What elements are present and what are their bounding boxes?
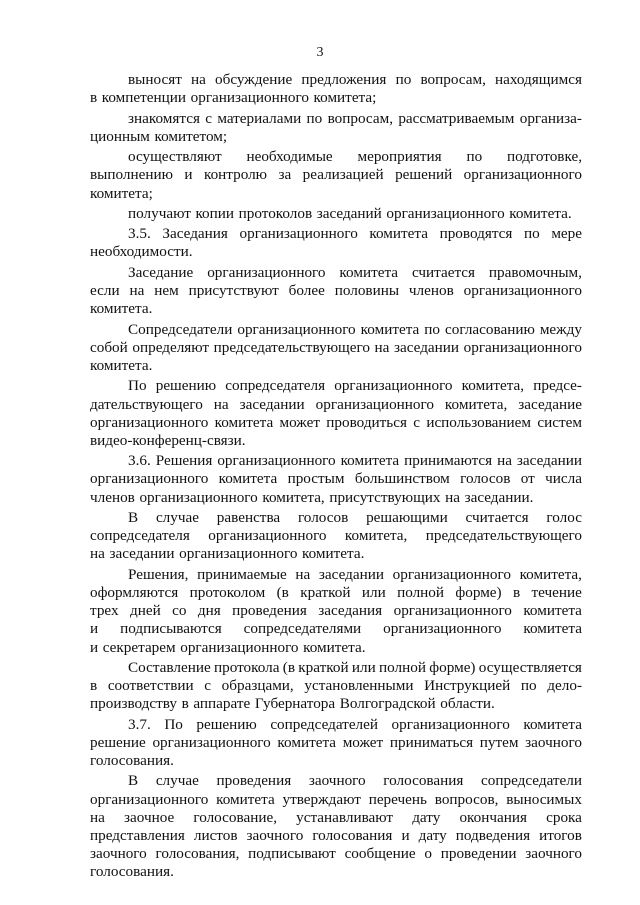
word: образцами,: [221, 677, 294, 695]
word: знакомятся: [128, 109, 200, 127]
text-line: [90, 339, 582, 357]
text-line: [90, 845, 582, 863]
word: заочного: [525, 845, 582, 863]
word: на: [374, 338, 390, 356]
word: может: [279, 413, 320, 431]
word: с: [205, 109, 212, 127]
word: случае: [155, 509, 199, 526]
word: организа-: [519, 109, 582, 127]
word: организационного: [139, 488, 258, 506]
word: подписывают: [248, 845, 336, 863]
word: на: [213, 395, 229, 413]
word: комитета: [339, 263, 399, 281]
word: нем: [154, 282, 179, 299]
word: принимаются: [404, 452, 493, 470]
word: дату: [418, 826, 447, 844]
text-line: [90, 863, 582, 881]
word: аппарате: [193, 695, 251, 713]
word: 3.7.: [128, 715, 151, 733]
word: протокола: [214, 658, 280, 676]
paragraph: [90, 716, 582, 771]
paragraph: [90, 321, 582, 376]
word: заседании: [239, 395, 305, 413]
text-line: [90, 414, 582, 432]
paragraph: [90, 205, 582, 223]
word: форме): [429, 658, 476, 676]
word: голосования: [383, 772, 464, 790]
paragraph: [90, 772, 582, 881]
word: осуществляется: [478, 658, 582, 676]
paragraph: [90, 377, 582, 450]
word: осуществляют: [128, 148, 222, 166]
word: по: [306, 109, 323, 127]
word: комитета: [218, 470, 278, 488]
word: Решения: [155, 452, 213, 470]
word: сопредседателя: [225, 377, 326, 395]
text-line: [90, 432, 582, 450]
word: по: [523, 225, 540, 243]
word: комитета: [523, 620, 582, 638]
word: комитета.: [302, 545, 365, 563]
word: сопредседателей: [270, 715, 379, 733]
word: присутствующих: [329, 488, 441, 506]
word: решению: [196, 715, 257, 733]
word: равенства: [216, 509, 281, 526]
word: на: [129, 282, 145, 299]
word: вопросам,: [420, 71, 486, 88]
word: дательствующего: [90, 395, 203, 413]
word: полной: [379, 658, 426, 676]
word: по: [424, 320, 441, 338]
text-line: [90, 89, 582, 107]
text-line: [90, 639, 582, 657]
word: дату: [412, 808, 441, 826]
word: простым: [287, 470, 345, 488]
word: заседании: [516, 452, 582, 470]
text-line: [90, 584, 582, 602]
word: заседании: [318, 565, 384, 583]
word: вопросам,: [327, 109, 393, 127]
word: на: [497, 452, 512, 470]
word: получают: [128, 204, 191, 222]
paragraph: [90, 264, 582, 319]
word: течение: [531, 583, 582, 601]
word: 3.6.: [128, 452, 151, 470]
paragraph: [90, 110, 582, 146]
word: комитетом;: [154, 127, 228, 145]
text-line: [90, 509, 582, 527]
word: голосов: [460, 470, 511, 488]
word: сопредседателями: [243, 620, 362, 638]
word: области.: [440, 695, 495, 713]
word: установленными: [304, 677, 414, 695]
text-line: [90, 264, 582, 282]
word: правомочным,: [488, 263, 582, 281]
word: о: [424, 845, 432, 863]
word: Решения,: [128, 565, 189, 583]
word: и: [90, 638, 99, 656]
word: присутствуют: [188, 282, 279, 299]
text-line: [90, 128, 582, 146]
word: соответствии: [107, 677, 194, 695]
word: утверждают: [282, 790, 361, 808]
word: согласованию: [445, 320, 535, 338]
word: вопросов,: [434, 790, 499, 808]
word: дело-: [547, 677, 582, 695]
word: принимаемые: [197, 565, 287, 583]
word: краткой: [300, 583, 351, 601]
word: на: [445, 488, 460, 506]
word: комитета;: [313, 89, 377, 107]
word: 3.5.: [128, 225, 151, 243]
word: проводиться: [326, 413, 407, 431]
word: комитета.: [509, 204, 572, 222]
word: необходимые: [246, 148, 333, 166]
text-line: [90, 470, 582, 488]
text-line: [90, 772, 582, 790]
word: организационного: [383, 620, 502, 638]
word: форме): [455, 583, 502, 601]
word: комитета,: [519, 565, 582, 583]
word: членов: [90, 488, 135, 506]
word: организационного: [152, 733, 271, 751]
word: более: [288, 282, 325, 299]
word: решение: [90, 733, 146, 751]
text-line: [90, 225, 582, 243]
word: секретарем: [102, 638, 176, 656]
text-line: [90, 695, 582, 713]
word: организационного: [207, 263, 326, 281]
word: случае: [155, 772, 199, 790]
word: комитета.: [303, 638, 366, 656]
word: мероприятия: [357, 148, 442, 166]
word: в: [512, 583, 521, 601]
word: комитета: [340, 452, 400, 470]
word: Составление: [128, 658, 211, 676]
text-line: [90, 752, 582, 770]
text-line: [90, 321, 582, 339]
word: сопредседатели: [481, 772, 582, 790]
word: организационного: [217, 452, 336, 470]
document-body: [90, 71, 582, 882]
word: голосования,: [155, 845, 240, 863]
paragraph: [90, 659, 582, 714]
word: организационного: [392, 565, 511, 583]
word: реализацией: [302, 166, 384, 184]
paragraph: [90, 452, 582, 507]
word: дней: [129, 602, 161, 620]
word: комитета,: [444, 395, 508, 413]
word: или: [351, 658, 376, 676]
word: организационного: [463, 338, 582, 356]
word: комитета: [360, 320, 420, 338]
word: сопредседателя: [90, 527, 190, 545]
word: комитета,: [461, 377, 525, 395]
word: рассматриваемым: [398, 109, 515, 127]
word: заседании.: [464, 488, 534, 506]
word: выносят: [128, 71, 182, 88]
word: полной: [397, 583, 445, 601]
word: голосования: [312, 826, 393, 844]
word: окончания: [459, 808, 527, 826]
word: Инструкцией: [424, 677, 511, 695]
word: По: [164, 715, 183, 733]
word: организационного: [237, 320, 356, 338]
word: устанавливают: [296, 808, 394, 826]
word: решающими: [366, 509, 448, 526]
word: в: [181, 695, 189, 713]
text-line: [90, 205, 582, 223]
word: компетенции: [101, 89, 187, 107]
text-line: [90, 809, 582, 827]
word: со: [172, 602, 187, 620]
text-line: [90, 602, 582, 620]
text-line: [90, 166, 582, 184]
word: комитета.: [90, 300, 153, 318]
word: числа: [545, 470, 582, 488]
word: использованием: [426, 413, 532, 431]
word: срока: [546, 808, 582, 826]
word: организационного: [393, 602, 512, 620]
word: сообщение: [344, 845, 416, 863]
text-line: [90, 452, 582, 470]
word: организационного: [386, 204, 505, 222]
word: По: [128, 377, 147, 395]
word: голос: [546, 509, 582, 526]
word: заседании: [109, 545, 175, 563]
word: на: [90, 808, 105, 826]
word: большинством: [354, 470, 450, 488]
text-line: [90, 243, 582, 261]
word: по: [520, 677, 537, 695]
word: листов: [193, 826, 238, 844]
word: комитета: [214, 413, 274, 431]
word: комитета: [523, 602, 582, 620]
word: заседание: [518, 395, 582, 413]
word: комитета,: [262, 488, 325, 506]
text-line: [90, 110, 582, 128]
word: организационного: [208, 527, 327, 545]
word: организационного: [180, 638, 299, 656]
word: копии: [195, 204, 235, 222]
word: организационного: [90, 790, 209, 808]
word: комитета: [523, 715, 582, 733]
text-line: [90, 716, 582, 734]
word: определяют: [132, 338, 210, 356]
word: необходимости.: [90, 243, 193, 261]
word: заседаний: [316, 204, 382, 222]
word: проведении: [440, 845, 517, 863]
text-line: [90, 396, 582, 414]
word: может: [342, 733, 384, 751]
word: (в: [276, 583, 289, 601]
text-line: [90, 734, 582, 752]
word: в: [90, 89, 98, 107]
word: председательствующего: [425, 527, 582, 545]
word: заочного: [90, 845, 147, 863]
word: за: [278, 166, 292, 184]
word: Сопредседатели: [128, 320, 233, 338]
word: подведения: [455, 826, 531, 844]
word: на: [190, 71, 206, 88]
word: выносимых: [506, 790, 582, 808]
word: предложения: [301, 71, 387, 88]
word: заседании: [393, 338, 460, 356]
text-line: [90, 659, 582, 677]
word: и: [401, 826, 410, 844]
word: Заседание: [128, 263, 194, 281]
word: комитета,: [344, 527, 408, 545]
text-line: [90, 300, 582, 318]
word: комитета: [216, 790, 275, 808]
word: организационного: [239, 225, 358, 243]
text-line: [90, 71, 582, 89]
word: ционным: [90, 127, 150, 145]
text-line: [90, 527, 582, 545]
text-line: [90, 827, 582, 845]
word: проведения: [216, 772, 292, 790]
word: организационного: [463, 166, 582, 184]
word: подготовке,: [507, 148, 582, 166]
word: решений: [395, 166, 453, 184]
word: организационного: [334, 377, 453, 395]
word: Губернатора: [254, 695, 336, 713]
word: находящимся: [495, 71, 582, 88]
word: комитета: [277, 733, 337, 751]
word: организационного: [391, 715, 510, 733]
word: заочного: [525, 733, 582, 751]
word: если: [90, 282, 120, 299]
word: на: [90, 545, 105, 563]
paragraph: [90, 509, 582, 564]
text-line: [90, 791, 582, 809]
word: членов: [408, 282, 454, 299]
text-line: [90, 545, 582, 563]
word: по: [395, 71, 412, 88]
paragraph: [90, 148, 582, 203]
word: перечень: [368, 790, 427, 808]
word: организационного: [190, 89, 309, 107]
word: выполнению: [90, 166, 173, 184]
word: заочного: [308, 772, 366, 790]
word: предсе-: [533, 377, 582, 395]
word: организационного: [315, 395, 434, 413]
word: В: [128, 509, 139, 526]
word: оформляются: [90, 583, 179, 601]
text-line: [90, 377, 582, 395]
word: на: [295, 565, 311, 583]
word: трех: [90, 602, 119, 620]
word: по: [466, 148, 483, 166]
word: приниматься: [389, 733, 474, 751]
word: (в: [282, 658, 295, 676]
word: председательствующего: [213, 338, 370, 356]
word: с: [204, 677, 212, 695]
word: проведения: [232, 602, 307, 620]
word: краткой: [298, 658, 349, 676]
paragraph: [90, 566, 582, 657]
word: материалами: [217, 109, 302, 127]
word: видео-конференц-связи.: [90, 431, 246, 449]
word: или: [361, 583, 386, 601]
word: комитета.: [90, 356, 153, 374]
word: систем: [537, 413, 582, 431]
word: заочное: [124, 808, 175, 826]
word: заседания: [318, 602, 383, 620]
word: Волгоградской: [339, 695, 436, 713]
word: контролю: [203, 166, 268, 184]
word: собой: [90, 338, 128, 356]
word: считается: [411, 263, 475, 281]
word: протоколов: [238, 204, 313, 222]
word: представления: [90, 826, 185, 844]
text-line: [90, 282, 582, 300]
word: голосования.: [90, 752, 174, 769]
word: считается: [465, 509, 529, 526]
word: с: [413, 413, 421, 431]
word: итогов: [539, 826, 582, 844]
text-line: [90, 620, 582, 638]
word: производству: [90, 695, 178, 713]
word: и: [90, 620, 99, 638]
word: и: [184, 166, 193, 184]
word: организационного: [179, 545, 298, 563]
word: мере: [551, 225, 582, 243]
text-line: [90, 185, 582, 203]
word: голосов: [297, 509, 349, 526]
word: дня: [197, 602, 221, 620]
word: проводятся: [439, 225, 513, 243]
word: голосование,: [193, 808, 277, 826]
word: путем: [479, 733, 519, 751]
word: организационного: [90, 413, 209, 431]
text-line: [90, 677, 582, 695]
word: обсуждение: [215, 71, 293, 88]
word: решению: [155, 377, 217, 395]
paragraph: [90, 71, 582, 107]
paragraph: [90, 225, 582, 261]
word: Заседания: [162, 225, 228, 243]
word: между: [539, 320, 582, 338]
word: комитета;: [90, 184, 153, 202]
text-line: [90, 566, 582, 584]
word: В: [128, 772, 139, 790]
word: в: [90, 677, 98, 695]
word: половины: [334, 282, 400, 299]
word: организационного: [90, 470, 209, 488]
text-line: [90, 489, 582, 507]
text-line: [90, 148, 582, 166]
word: протоколом: [189, 583, 266, 601]
word: организационного: [463, 282, 582, 299]
word: голосования.: [90, 863, 174, 881]
text-line: [90, 357, 582, 375]
word: заочного: [246, 826, 304, 844]
word: подписываются: [120, 620, 222, 638]
word: комитета: [369, 225, 428, 243]
word: от: [520, 470, 535, 488]
page-number: 3: [316, 45, 324, 60]
